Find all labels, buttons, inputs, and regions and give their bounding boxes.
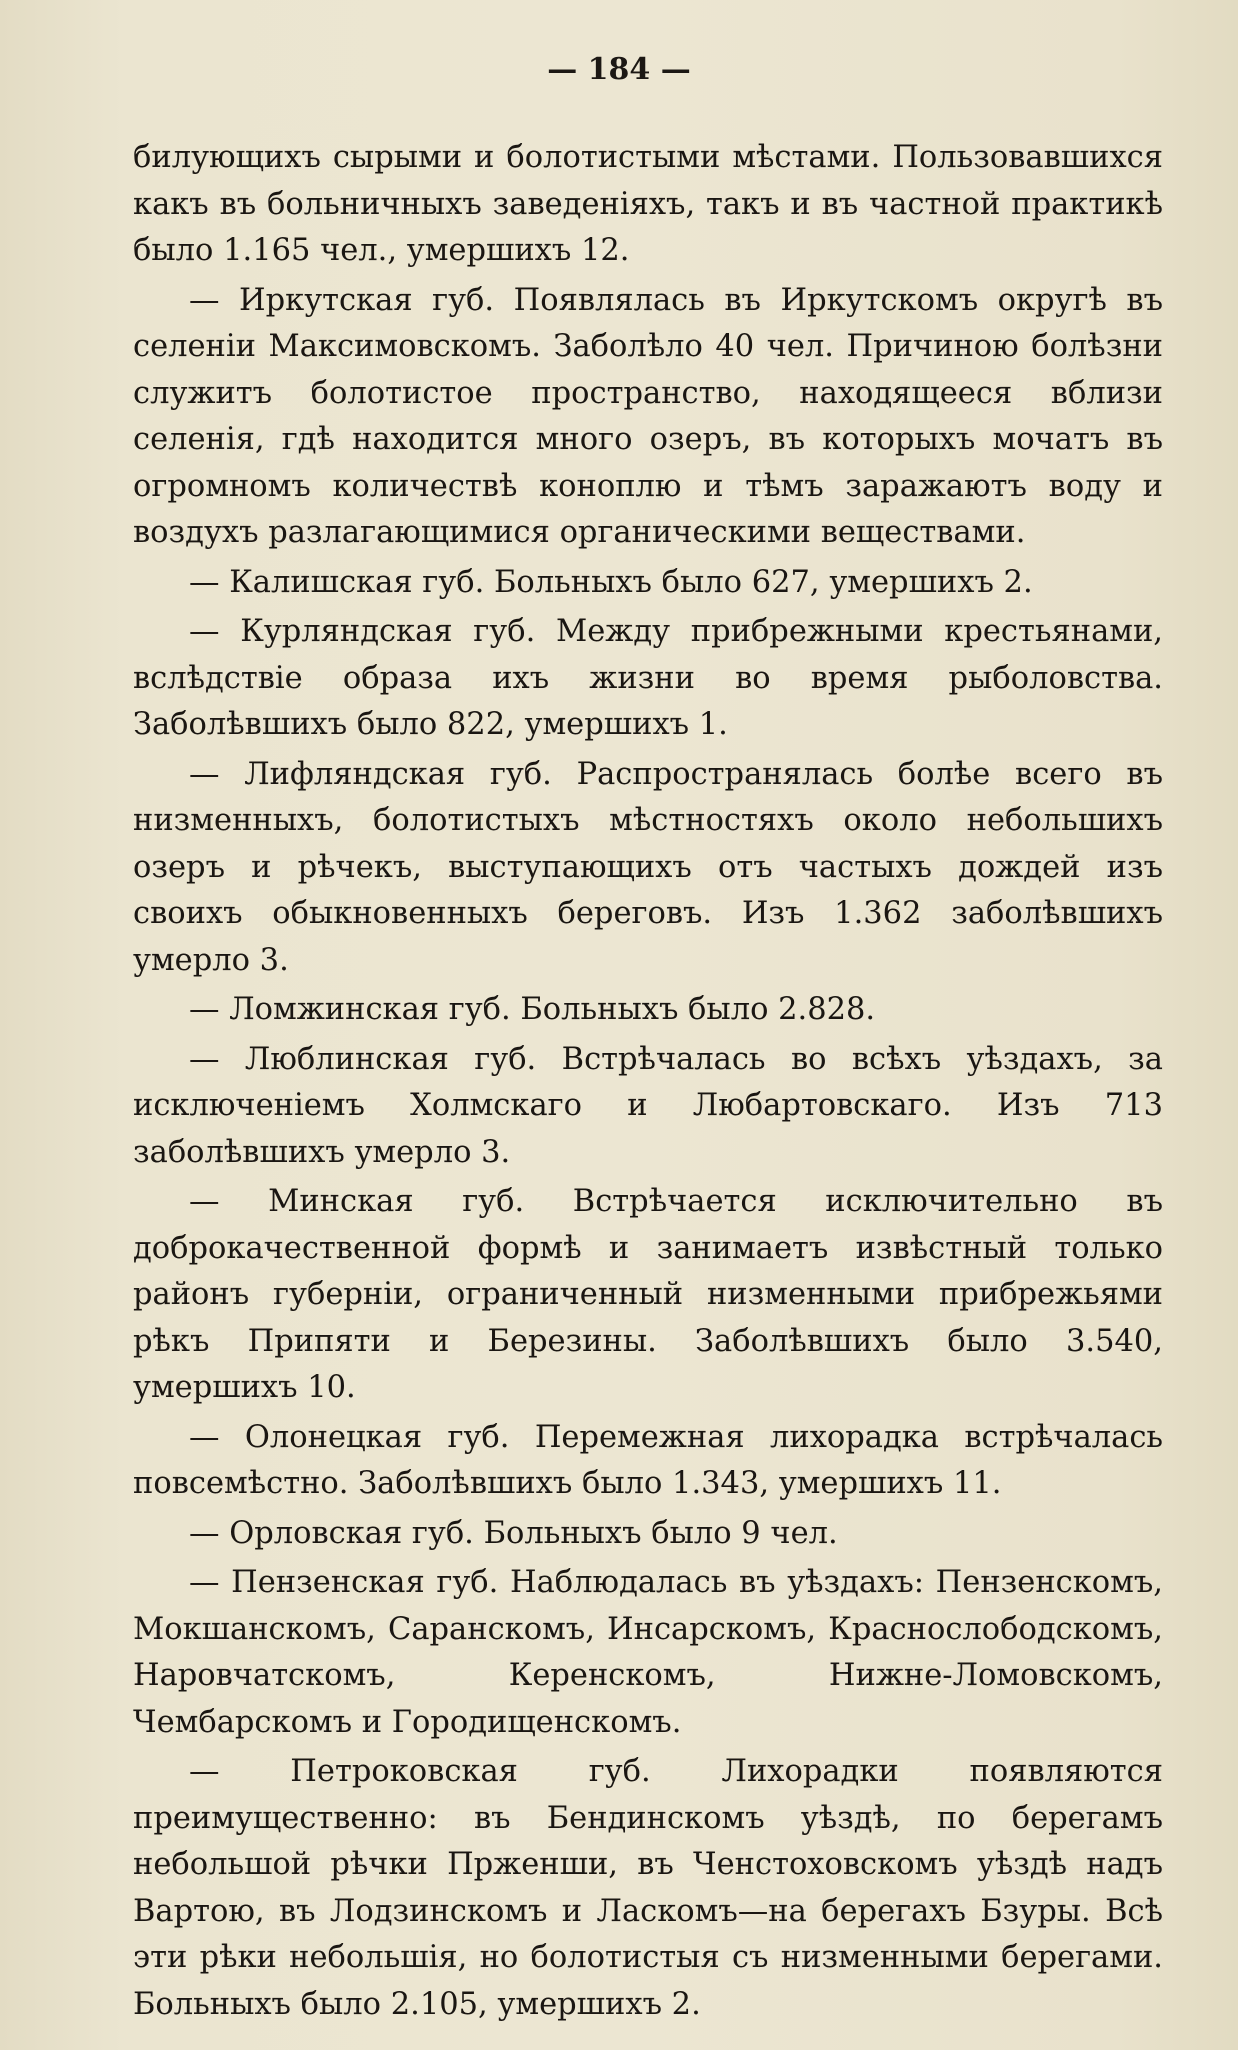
- paragraph-petrokov: — Петроковская губ. Лихорадки появляются преимущественно: въ Бендинскомъ уѣздѣ, по берегамъ небольшой рѣчки Прженши, въ Ченстоховскомъ уѣздѣ надъ Вартою, въ Лодзинскомъ и Ласкомъ—на берегахъ Бзуры. Всѣ эти рѣки небольшія, но болотистыя съ низменными берегами. Больныхъ было 2.105, умершихъ 2.: [133, 1754, 1163, 2022]
- paragraph-olonets: — Олонецкая губ. Перемежная лихорадка встрѣчалась повсемѣстно. Заболѣвшихъ было 1.343, умершихъ 11.: [133, 1419, 1163, 1501]
- paragraph-lomzha: — Ломжинская губ. Больныхъ было 2.828.: [189, 992, 876, 1027]
- paragraph-irkutsk: — Иркутская губ. Появлялась въ Иркутскомъ округѣ въ селеніи Максимовскомъ. Заболѣло 40 чел. Причиною болѣзни служитъ болотистое пространство, находящееся вблизи селенія, гдѣ находится много озеръ, въ которыхъ мочатъ въ огромномъ количествѣ коноплю и тѣмъ заражаютъ воду и воздухъ разлагающимися органическими веществами.: [133, 282, 1163, 550]
- paragraph-kalish: — Калишская губ. Больныхъ было 627, умершихъ 2.: [189, 564, 1033, 600]
- paragraph-orel: — Орловская губ. Больныхъ было 9 чел.: [189, 1515, 838, 1551]
- body-text: [133, 135, 1163, 2031]
- paragraph-lublin: — Люблинская губ. Встрѣчалась во всѣхъ уѣздахъ, за исключеніемъ Холмскаго и Любартовскаго. Изъ 713 заболѣвшихъ умерло 3.: [133, 1041, 1163, 1170]
- paragraph-kurland: — Курляндская губ. Между прибрежными крестьянами, вслѣдствіе образа ихъ жизни во время рыболовства. Заболѣвшихъ было 822, умершихъ 1.: [133, 614, 1163, 742]
- paragraph-penza: — Пензенская губ. Наблюдалась въ уѣздахъ: Пензенскомъ, Мокшанскомъ, Саранскомъ, Инсарскомъ, Краснослободскомъ, Наровчатскомъ, Керенскомъ, Нижне-Ломовскомъ, Чембарскомъ и Городищенскомъ.: [133, 1565, 1163, 1740]
- paragraph-minsk: — Минская губ. Встрѣчается исключительно въ доброкачественной формѣ и занимаетъ извѣстный только районъ губерніи, ограниченный низменными прибрежьями рѣкъ Припяти и Березины. Заболѣвшихъ было 3.540, умершихъ 10.: [133, 1184, 1163, 1405]
- page-number: — 184 —: [547, 52, 691, 87]
- paragraph-continuation: билующихъ сырыми и болотистыми мѣстами. Пользовавшихся какъ въ больничныхъ заведеніяхъ, такъ и въ частной практикѣ было 1.165 чел., умершихъ 12.: [133, 140, 1163, 268]
- paragraph-livland: — Лифляндская губ. Распространялась болѣе всего въ низменныхъ, болотистыхъ мѣстностяхъ около небольшихъ озеръ и рѣчекъ, выступающихъ отъ частыхъ дождей изъ своихъ обыкновенныхъ береговъ. Изъ 1.362 заболѣвшихъ умерло 3.: [133, 756, 1163, 978]
